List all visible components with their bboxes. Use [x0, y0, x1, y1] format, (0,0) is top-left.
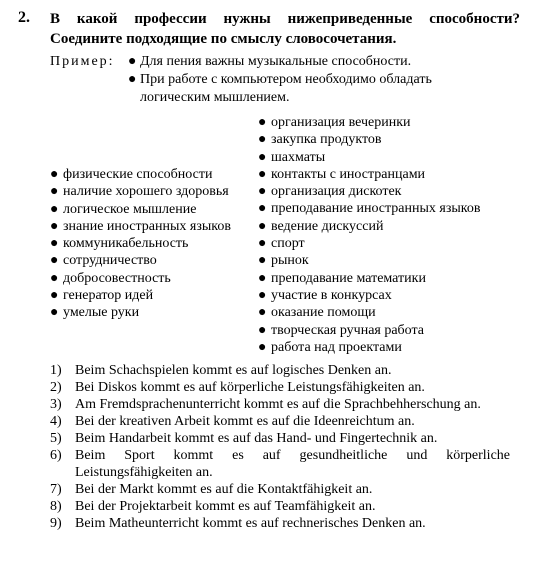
bullet-icon: ● — [50, 253, 59, 269]
bullet-icon: ● — [258, 236, 267, 252]
ability-item: ● генератор идей — [50, 288, 154, 304]
ability-item: ● логическое мышление — [50, 201, 197, 217]
sentence-item: 2) Bei Diskos kommt es auf körperliche Leistungsfähigkeiten an. — [50, 380, 425, 395]
example-line: ● При работе с компьютером необходимо обладать — [128, 72, 432, 87]
sentence-number: 9) — [50, 516, 62, 531]
bullet-icon: ● — [258, 115, 267, 130]
sentence-number: 6) — [50, 448, 62, 463]
ability-item: ● добросовестность — [50, 270, 171, 286]
ability-item: ● сотрудничество — [50, 253, 157, 269]
bullet-icon: ● — [258, 184, 267, 200]
activity-item: ● ведение дискуссий — [258, 218, 384, 234]
activities-list — [258, 114, 481, 356]
activity-item: ● закупка продуктов — [258, 132, 382, 148]
activity-item: ● преподавание математики — [258, 270, 426, 286]
bullet-icon: ● — [258, 305, 267, 321]
activity-item: ● шахматы — [258, 149, 326, 165]
sentence-item: 9) Beim Matheunterricht kommt es auf rechnerisches Denken an. — [50, 516, 426, 531]
bullet-icon: ● — [258, 339, 267, 355]
bullet-icon: ● — [258, 270, 267, 286]
bullet-icon: ● — [128, 54, 137, 69]
bullet-icon: ● — [50, 167, 59, 182]
sentence-item: 4) Bei der kreativen Arbeit kommt es auf die Ideenreichtum an. — [50, 414, 415, 429]
ability-item: ● коммуникабельность — [50, 236, 189, 252]
example-continuation: логическим мышлением. — [140, 90, 290, 105]
activity-item: ● контакты с иностранцами — [258, 166, 426, 182]
bullet-icon: ● — [50, 305, 59, 321]
bullet-icon: ● — [258, 166, 267, 182]
sentence-number: 5) — [50, 431, 62, 446]
bullet-icon: ● — [258, 132, 267, 148]
bullet-icon: ● — [258, 287, 267, 303]
ability-item: ● физические способности — [50, 167, 213, 182]
sentence-number: 4) — [50, 414, 62, 429]
ability-item: ● умелые руки — [50, 305, 140, 321]
bullet-icon: ● — [50, 270, 59, 286]
sentences-list — [50, 362, 510, 532]
bullet-icon: ● — [50, 288, 59, 304]
sentence-item: 5) Beim Handarbeit kommt es auf das Hand- und Fingertechnik an. — [50, 431, 438, 446]
activity-item: ● рынок — [258, 253, 309, 269]
sentence-number: 3) — [50, 397, 62, 412]
activity-item: ● организация дискотек — [258, 184, 402, 200]
bullet-icon: ● — [50, 218, 59, 234]
sentence-item: 1) Beim Schachspielen kommt es auf logisches Denken an. — [50, 363, 392, 378]
task-number: 2. — [18, 9, 30, 26]
example-label: Пример: — [50, 54, 115, 69]
sentence-item: 8) Bei der Projektarbeit kommt es auf Teamfähigkeit an. — [50, 499, 376, 514]
bullet-icon: ● — [50, 184, 59, 200]
bullet-icon: ● — [258, 149, 267, 165]
activity-item: ● оказание помощи — [258, 305, 376, 321]
ability-item: ● наличие хорошего здоровья — [50, 184, 229, 200]
ability-item: ● знание иностранных языков — [50, 218, 231, 234]
bullet-icon: ● — [258, 201, 267, 217]
activity-item: ● участие в конкурсах — [258, 287, 392, 303]
sentence-item: 7) Bei der Markt kommt es auf die Kontaktfähigkeit an. — [50, 482, 373, 497]
sentence-number: 1) — [50, 363, 62, 378]
abilities-list — [50, 166, 231, 322]
example-line: ● Для пения важны музыкальные способности. — [128, 54, 412, 69]
sentence-number: 7) — [50, 482, 62, 497]
activity-item: ● организация вечеринки — [258, 115, 411, 130]
sentence-number: 8) — [50, 499, 62, 514]
bullet-icon: ● — [258, 253, 267, 269]
activity-item: ● преподавание иностранных языков — [258, 201, 481, 217]
sentence-number: 2) — [50, 380, 62, 395]
activity-item: ● творческая ручная работа — [258, 322, 425, 338]
bullet-icon: ● — [50, 236, 59, 252]
activity-item: ● спорт — [258, 236, 305, 252]
bullet-icon: ● — [258, 218, 267, 234]
task-instruction: В какой профессии нужны нижеприведенные способности? Соедините подходящие по смыслу словосочетания. — [50, 11, 520, 47]
bullet-icon: ● — [258, 322, 267, 338]
bullet-icon: ● — [128, 72, 137, 87]
activity-item: ● работа над проектами — [258, 339, 402, 355]
sentence-item: 3) Am Fremdsprachenunterricht kommt es auf die Sprachbehherschung an. — [50, 397, 481, 412]
bullet-icon: ● — [50, 201, 59, 217]
sentence-item: 6) Beim Sport kommt es auf gesundheitliche und körperliche Leistungsfähigkeiten an. — [50, 448, 510, 480]
